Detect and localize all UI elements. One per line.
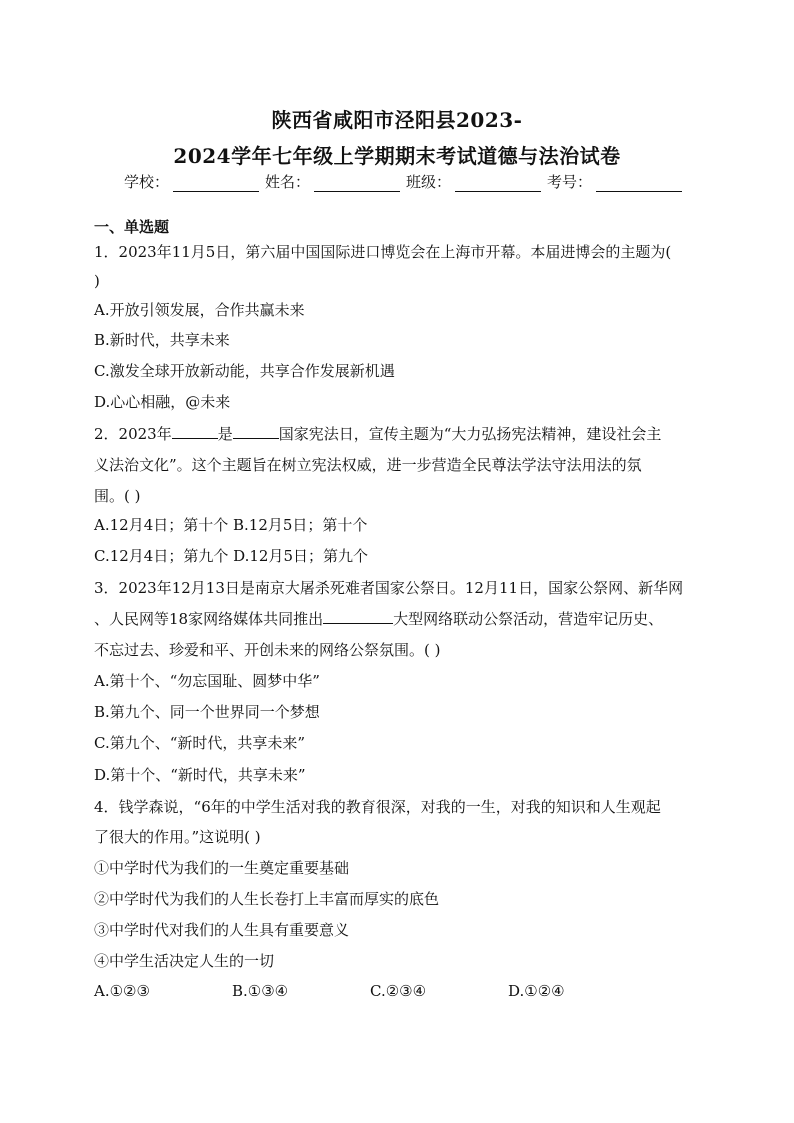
student-info-row xyxy=(124,171,688,192)
q1-stem-line-2: ) xyxy=(94,272,100,290)
class-label: 班级： xyxy=(406,173,452,191)
q4-option-d: D.①②④ xyxy=(508,982,565,1000)
q4-options-row xyxy=(94,982,565,1000)
section-title: 一、单选题 xyxy=(94,218,170,236)
q1-option-c: C.激发全球开放新动能，共享合作发展新机遇 xyxy=(94,362,395,380)
q2-blank-2 xyxy=(233,423,279,439)
q3-option-a: A.第十个、“勿忘国耻、圆梦中华” xyxy=(94,672,320,690)
name-blank[interactable] xyxy=(314,175,400,192)
school-blank[interactable] xyxy=(173,175,259,192)
q1-option-a: A.开放引领发展，合作共赢未来 xyxy=(94,301,305,319)
q3-stem-line-1: 3．2023年12月13日是南京大屠杀死难者国家公祭日。12月11日，国家公祭网、新华网 xyxy=(94,579,684,597)
q4-stem-line-2: 了很大的作用。”这说明( ) xyxy=(94,828,261,846)
q2-stem-part-b: 是 xyxy=(217,425,233,443)
q1-option-d: D.心心相融，@未来 xyxy=(94,393,231,411)
q4-statement-1: ①中学时代为我们的一生奠定重要基础 xyxy=(94,859,350,877)
q4-statement-3: ③中学时代对我们的人生具有重要意义 xyxy=(94,921,350,939)
q4-statement-4: ④中学生活决定人生的一切 xyxy=(94,952,275,970)
name-label: 姓名： xyxy=(265,173,311,191)
q2-stem-line-3: 围。( ) xyxy=(94,487,141,505)
q1-option-b: B.新时代，共享未来 xyxy=(94,331,230,349)
q2-blank-1 xyxy=(172,423,218,439)
q3-stem-line-2 xyxy=(94,608,663,629)
school-label: 学校： xyxy=(124,173,170,191)
exam-number-blank[interactable] xyxy=(596,175,682,192)
q4-option-b: B.①③④ xyxy=(232,982,289,1000)
q3-option-c: C.第九个、“新时代，共享未来” xyxy=(94,734,306,752)
q3-option-b: B.第九个、同一个世界同一个梦想 xyxy=(94,703,320,721)
q4-stem-line-1: 4．钱学森说，“6年的中学生活对我的教育很深，对我的一生，对我的知识和人生观起 xyxy=(94,798,661,816)
q2-stem-part-c: 国家宪法日，宣传主题为“大力弘扬宪法精神，建设社会主 xyxy=(278,425,662,443)
q3-stem-line-3: 不忘过去、珍爱和平、开创未来的网络公祭氛围。( ) xyxy=(94,641,441,659)
q3-stem-part-a: 、人民网等18家网络媒体共同推出 xyxy=(94,610,324,628)
q4-statement-2: ②中学时代为我们的人生长卷打上丰富而厚实的底色 xyxy=(94,890,440,908)
class-blank[interactable] xyxy=(455,175,541,192)
q2-options-row-2: C.12月4日；第九个 D.12月5日；第九个 xyxy=(94,547,369,565)
exam-title-line-2: 2024学年七年级上学期期末考试道德与法治试卷 xyxy=(173,144,621,168)
q1-stem-line-1: 1．2023年11月5日，第六届中国国际进口博览会在上海市开幕。本届进博会的主题为( xyxy=(94,243,672,261)
q2-stem-line-2: 义法治文化”。这个主题旨在树立宪法权威，进一步营造全民尊法学法守法用法的氛 xyxy=(94,456,642,474)
exam-number-label: 考号： xyxy=(547,173,593,191)
exam-title-line-1: 陕西省咸阳市泾阳县2023- xyxy=(271,108,523,132)
q2-stem-part-a: 2．2023年 xyxy=(94,425,172,443)
q3-stem-part-b: 大型网络联动公祭活动，营造牢记历史、 xyxy=(393,610,664,628)
q4-option-c: C.②③④ xyxy=(370,982,427,1000)
q3-blank xyxy=(323,608,393,624)
q2-options-row-1: A.12月4日；第十个 B.12月5日；第十个 xyxy=(94,516,368,534)
q3-option-d: D.第十个、“新时代，共享未来” xyxy=(94,766,306,784)
q2-stem-line-1 xyxy=(94,423,661,444)
q4-option-a: A.①②③ xyxy=(94,982,150,1000)
